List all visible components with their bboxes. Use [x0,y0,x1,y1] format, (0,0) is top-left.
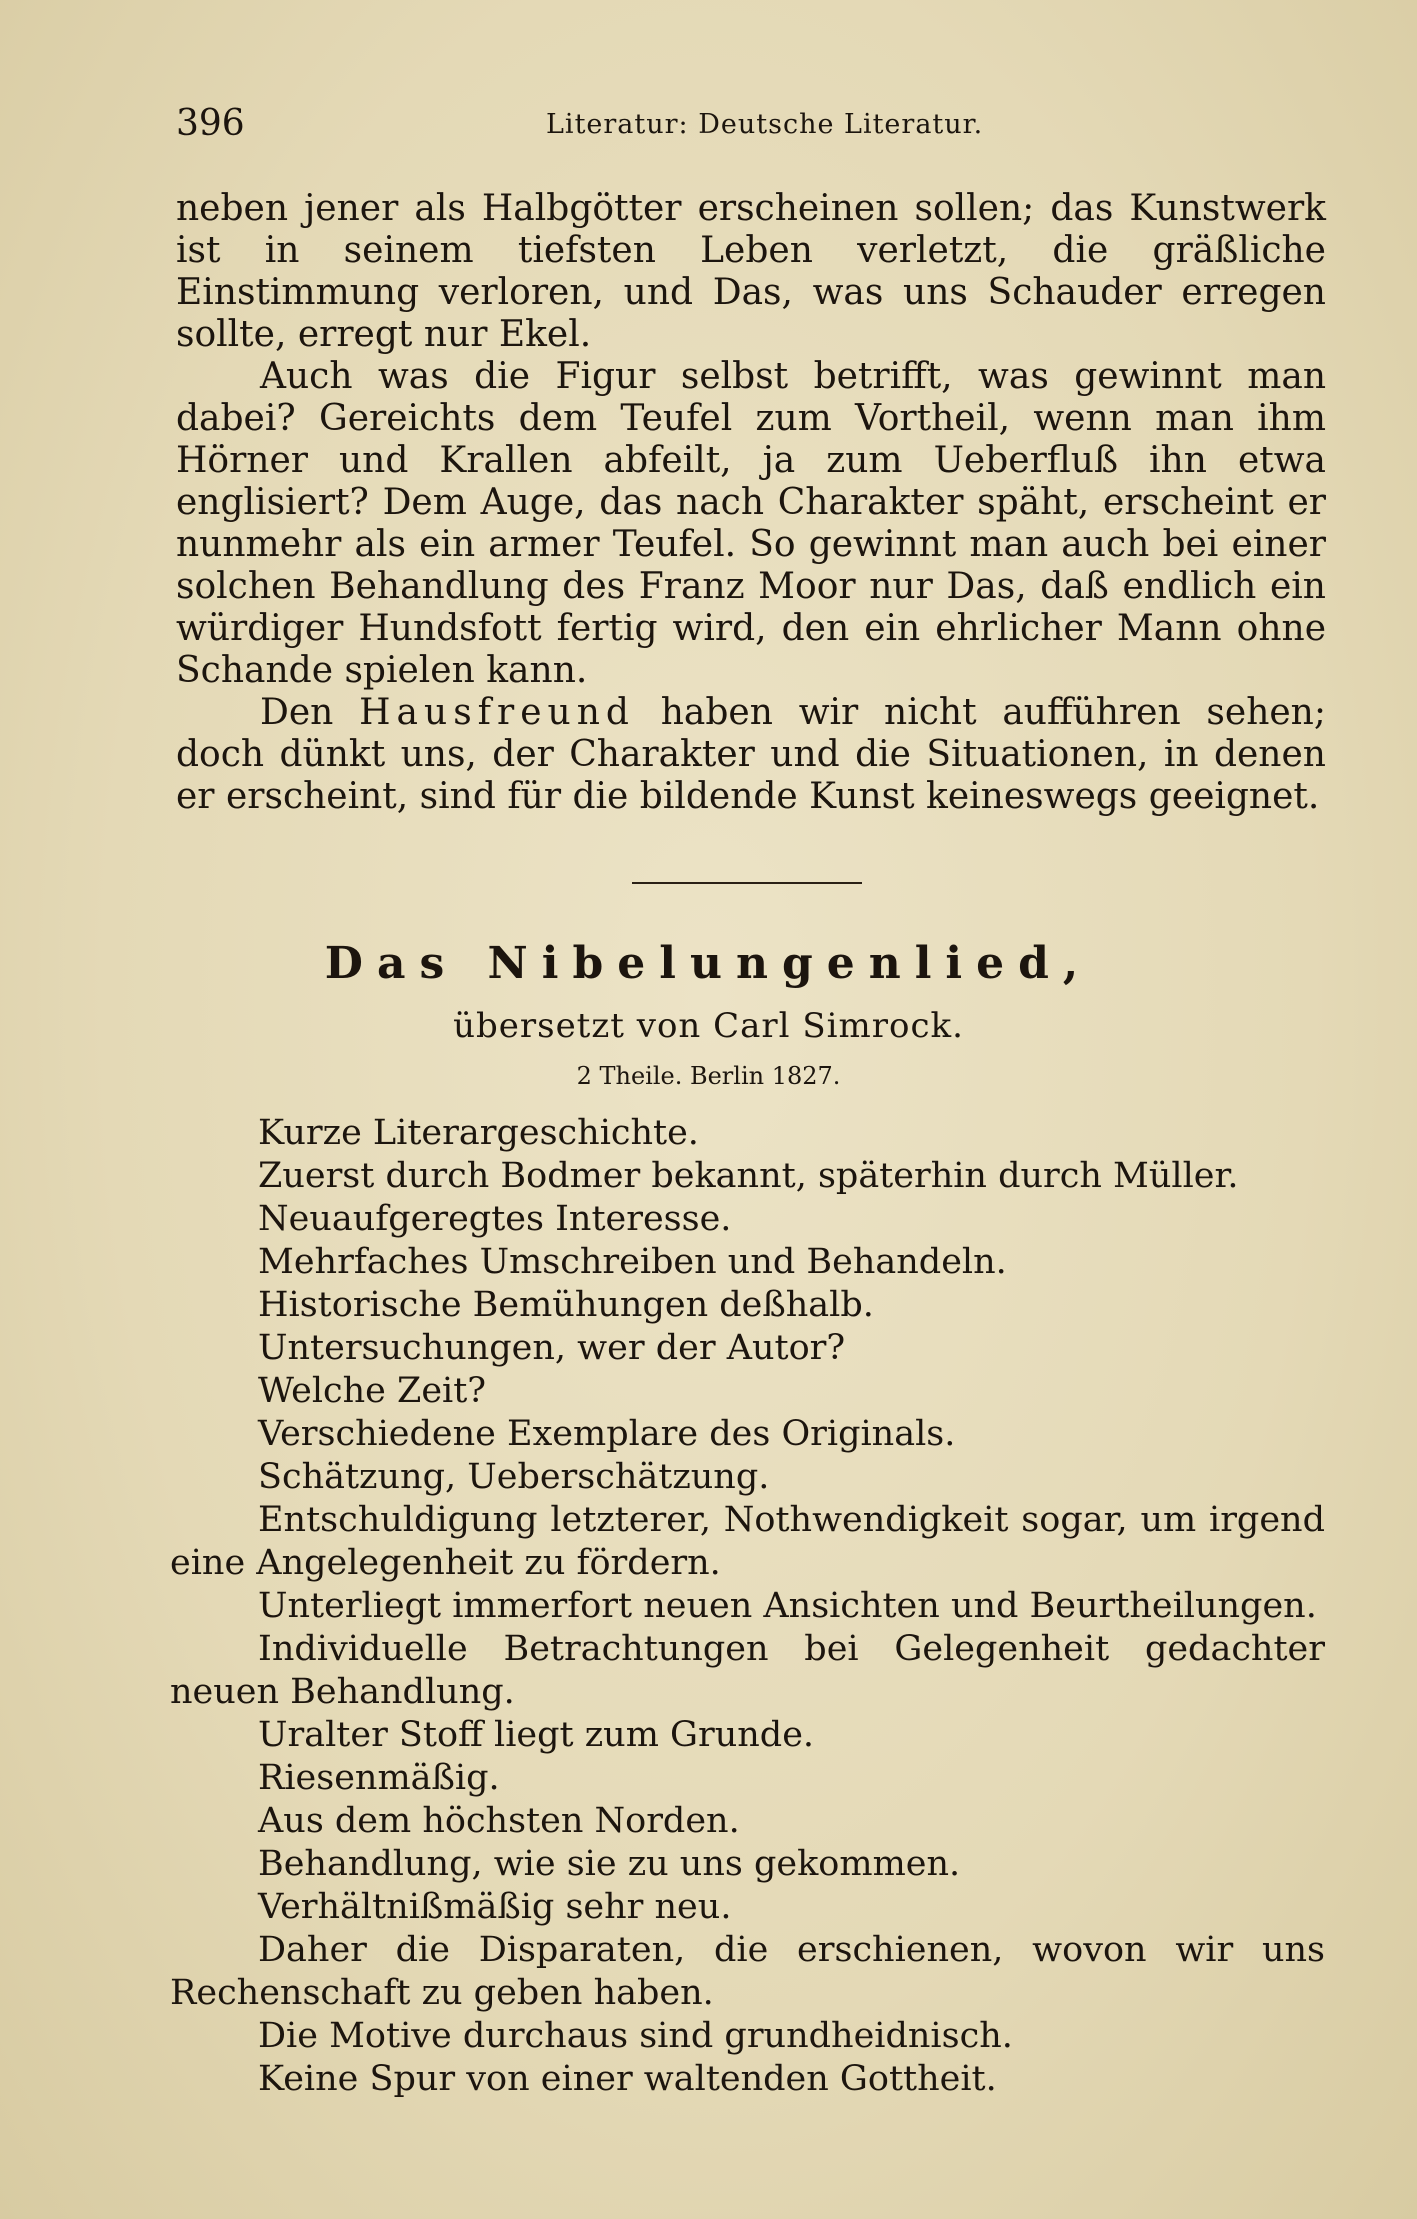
paragraph-2: Auch was die Figur selbst betrifft, was gewinnt man dabei? Gereichts dem Teufel zum Vortheil, wenn man ihm Hörner und Krallen abfeilt, ja zum Ueberfluß ihn etwa englisiert? Dem Auge, das nach Charakter späht, erscheint er nunmehr als ein armer Teufel. So gewinnt man auch bei einer solchen Behandlung des Franz Moor nur Das, daß endlich ein würdiger Hundsfott fertig wird, den ein ehrlicher Mann ohne Schande spielen kann. [176,356,1326,691]
note-line: Riesenmäßig. [258,1758,500,1798]
note-line: Individuelle Betrachtungen bei Gelegenheit gedachter neuen Behandlung. [170,1629,1325,1712]
note-line: Schätzung, Ueberschätzung. [258,1457,770,1497]
note-line: Verschiedene Exemplare des Originals. [258,1414,956,1454]
note-line: Zuerst durch Bodmer bekannt, späterhin durch Müller. [258,1156,1239,1196]
note-line: Kurze Literargeschichte. [258,1113,699,1153]
note-line: Keine Spur von einer waltenden Gottheit. [258,2059,997,2099]
note-line: Historische Bemühungen deßhalb. [258,1285,874,1325]
note-line: Welche Zeit? [258,1371,487,1411]
note-line: Entschuldigung letzterer, Nothwendigkeit sogar, um irgend eine Angelegenheit zu fördern. [170,1500,1325,1583]
section-divider [632,882,862,884]
section-subtitle: übersetzt von Carl Simrock. [453,1006,964,1046]
paragraph-1: neben jener als Halbgötter erscheinen sollen; das Kunstwerk ist in seinem tiefsten Leben verletzt, die gräßliche Einstimmung verloren, und Das, was uns Schauder erregen sollte, erregt nur Ekel. [176,188,1326,355]
note-line: Mehrfaches Umschreiben und Behandeln. [258,1242,1007,1282]
section-publication-info: 2 Theile. Berlin 1827. [576,1062,841,1090]
paragraph-3-rest: haben wir nicht aufführen sehen; doch dünkt uns, der Charakter und die Situationen, in denen er erscheint, sind für die bildende Kunst keineswegs geeignet. [176,692,1326,817]
page-header [176,103,1327,147]
page-number: 396 [176,103,245,144]
spaced-term: Hausfreund [359,692,635,733]
note-line: Neuaufgeregtes Interesse. [258,1199,732,1239]
note-line: Daher die Disparaten, die erschienen, wovon wir uns Rechenschaft zu geben haben. [170,1930,1325,2013]
body-text [176,188,1326,818]
note-line: Aus dem höchsten Norden. [258,1801,740,1841]
note-line: Uralter Stoff liegt zum Grunde. [258,1715,815,1755]
running-head: Literatur: Deutsche Literatur. [546,109,984,140]
note-line: Verhältnißmäßig sehr neu. [258,1887,732,1927]
paragraph-3-start: Den [260,692,360,733]
note-line: Behandlung, wie sie zu uns gekommen. [258,1844,961,1884]
paragraph-3 [176,692,1326,818]
section-title: Das Nibelungenlied, [324,938,1093,989]
note-line: Die Motive durchaus sind grundheidnisch. [258,2016,1013,2056]
notes-list [170,1112,1325,2101]
note-line: Unterliegt immerfort neuen Ansichten und Beurtheilungen. [258,1586,1317,1626]
note-line: Untersuchungen, wer der Autor? [258,1328,846,1368]
